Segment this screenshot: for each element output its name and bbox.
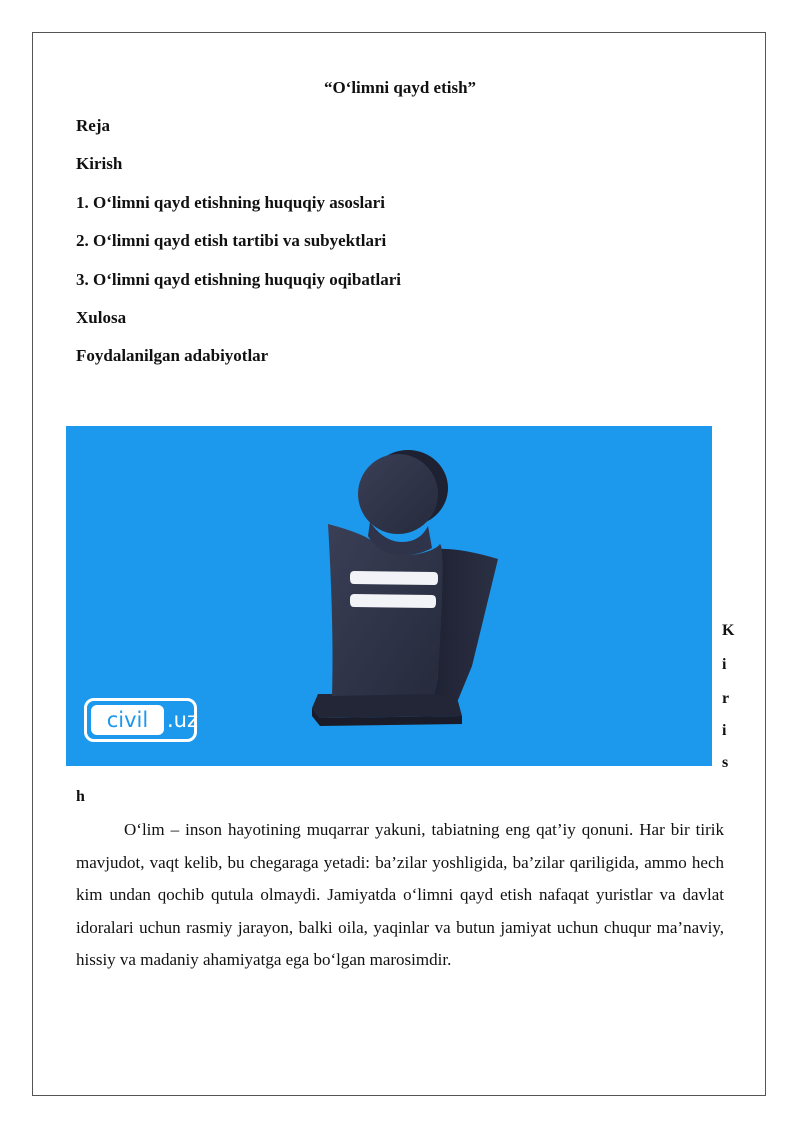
heading-letter-k: K — [722, 622, 735, 639]
document-title: “O‘limni qayd etish” — [323, 78, 477, 97]
logo-text-uz: .uz — [167, 708, 199, 732]
heading-letter-s: s — [722, 754, 729, 771]
toc-reja: Reja — [76, 116, 110, 135]
illustration-image — [66, 426, 712, 766]
intro-paragraph: O‘lim – inson hayotining muqarrar yakuni, tabiatning eng qat’iy qonuni. Har bir tirik mavjudot, vaqt kelib, bu chegaraga yetadi: ba’zilar yoshligida, ba’zilar qariligida, ammo hech kim undan qochib qutula olmaydi. Jamiyatda o‘limni qayd etish nafaqat yuristlar va davlat idoralari uchun rasmiy jarayon, balki oila, yaqinlar va butun jamiyat uchun chuqur ma’naviy, hissiy va madaniy ahamiyatga ega bo‘lgan marosimdir. — [76, 820, 724, 969]
logo-text-civil: civil — [91, 705, 164, 735]
heading-letter-i2: i — [722, 722, 727, 739]
toc-item-1: 1. O‘limni qayd etishning huquqiy asoslari — [76, 193, 385, 212]
toc-kirish: Kirish — [76, 154, 123, 173]
heading-letter-i1: i — [722, 656, 727, 673]
toc-item-2: 2. O‘limni qayd etish tartibi va subyektlari — [76, 231, 387, 250]
heading-letter-h: h — [76, 788, 85, 805]
toc-item-3: 3. O‘limni qayd etishning huquqiy oqibatlari — [76, 270, 401, 289]
toc-xulosa: Xulosa — [76, 308, 127, 327]
heading-letter-r: r — [722, 690, 730, 707]
civil-uz-logo — [84, 698, 197, 742]
toc-adabiyotlar: Foydalanilgan adabiyotlar — [76, 346, 269, 365]
